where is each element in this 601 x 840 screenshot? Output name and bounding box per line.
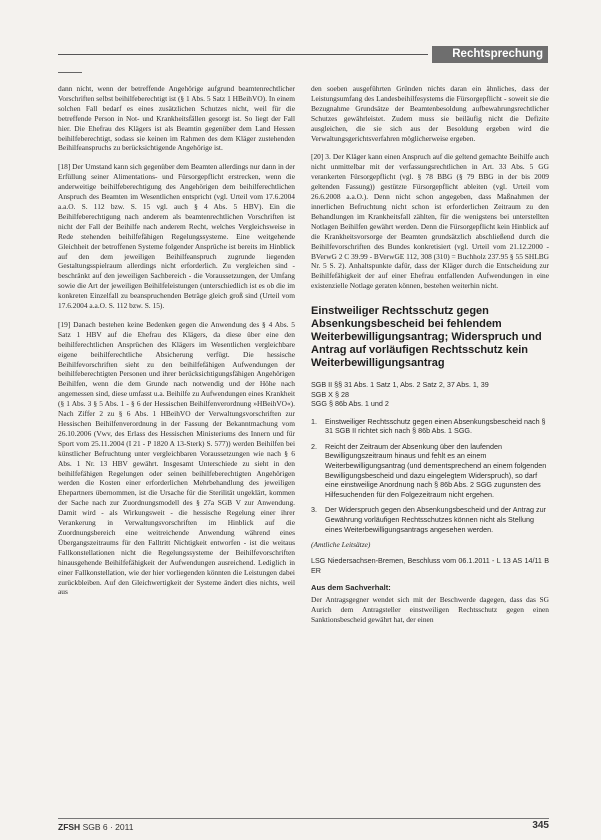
facts-heading: Aus dem Sachverhalt: — [311, 583, 391, 593]
principle-number: 1. — [311, 416, 317, 426]
principle-text: Reicht der Zeitraum der Absenkung über den laufenden Bewilligungszeitraum hinaus und fehlt es an einem Weiterbewilligungsantrag (und dementsprechend an einem folgenden Bewilligungsbescheid und dazu eingelegtem Widerspruch), so darf eine einstweilige Anordnung nach § 86b Abs. 2 SGG zugunsten des Hilfesuchenden für den Folgezeitraum nicht ergehen. — [325, 441, 547, 499]
journal-name: ZFSH — [58, 822, 81, 832]
header-short-rule — [58, 72, 82, 73]
journal-issue: SGB 6 · 2011 — [82, 822, 134, 832]
court-citation: LSG Niedersachsen-Bremen, Beschluss vom 06.1.2011 - L 13 AS 14/11 B ER — [311, 556, 549, 575]
principle-text: Der Widerspruch gegen den Absenkungsbescheid und der Antrag zur Gewährung vorläufigen Rechtsschutzes können nicht als Stellung eines Weiterbewilligungsantrags angesehen werden. — [325, 505, 546, 534]
facts-text: Der Antragsgegner wendet sich mit der Beschwerde dagegen, dass das SG Aurich dem Antragsteller einstweiligen Rechtsschutz gegen einen Sanktionsbescheid gewährt hat, der einen — [311, 594, 549, 624]
principle-text: Einstweiliger Rechtsschutz gegen einen Absenkungsbescheid nach § 31 SGB II richtet sich nach § 86b Abs. 1 SGG. — [325, 416, 546, 436]
principle-item — [311, 417, 549, 436]
reference-line: SGB II §§ 31 Abs. 1 Satz 1, Abs. 2 Satz 2, 37 Abs. 1, 39 — [311, 380, 489, 390]
left-column — [58, 84, 295, 606]
paragraph: dann nicht, wenn der betreffende Angehörige aufgrund beamtenrechtlicher Vorschriften selbst beihilfeberechtigt ist (§ 1 Abs. 5 Satz 1 HBeihVO). In einem solchen Fall bedarf es eines zusätzlichen Schutzes nicht, weil für die betreffende Person in Not- und Krankheitsfällen gesorgt ist. So liegt der Fall hier. Die Ehefrau des Klägers ist als Beamtin gegenüber dem Land Hessen beihilfeberechtigt, sodass sie keinen im Rahmen des dem Kläger zustehenden Beihilfeanspruchs zu berücksichtigende Angehörige ist. — [58, 84, 295, 153]
header-rule — [58, 54, 428, 55]
editor-note: (Amtliche Leitsätze) — [311, 540, 371, 550]
paragraph: [20] 3. Der Kläger kann einen Anspruch auf die geltend gemachte Beihilfe auch nicht unmittelbar mit der verfassungsrechtlichen in Art. 33 Abs. 5 GG verankerten Fürsorgepflicht (vgl. § 78 BBG (§ 79 BBG in der bis 2009 geltenden Fassung)) gestützte Fürsorgepflicht ableiten (vgl. Urteil vom 26.6.2008 a.a.O.). Denn nicht schon angegeben, dass Maßnahmen der innerlichen Befruchtung nicht schon ist erforderlichen Zeitraum zu den Behandlungen im Krankheitsfall zählten, für die wenigstens bei unterstellten Notlagen Beihilfen gewährt werden. Denn die Fürsorgepflicht kein Hinblick auf die Krankheitsvorsorge der Beamten grundsätzlich abschließend durch die Beihilfevorschriften des Bundes konkretisiert (vgl. Urteil vom 21.12.2000 - BVerwG 2 C 39.99 - BVerwGE 112, 308 (310) = Buchholz 237.95 § 55 SHLBG Nr. 5 S. 2). Anhaltspunkte dafür, dass der Kläger durch die Entscheidung zur Beihilfefähigkeit der auf einer Ehefrau entfallenden Aufwendungen in eine existenzielle Notlage geraten können, bestehen weiterhin nicht. — [311, 152, 549, 291]
legal-references — [311, 380, 549, 409]
article-title: Einstweiliger Rechtsschutz gegen Absenkungsbescheid bei fehlendem Weiterbewilligungsantrag; Widerspruch und Antrag auf vorläufigen Rechtsschutz kein Weiterbewilligungsantrag — [311, 305, 542, 370]
paragraph: den soeben ausgeführten Gründen nichts daran ein ähnliches, dass der Leistungsumfang des Landesbeihilfesystems die Fürsorgepflicht - soweit sie die Bezugnahme Grundsätze der Beamtenbesoldung aufbewahrungsrechtlicher Schutzes gewährleistet. Zudem muss sie beiläufig nicht die Defizite ausgleichen, die sie sich aus der Besoldung ergeben wird die Verwaltungsgerichtsverfahren möglicherweise ergeben. — [311, 84, 549, 143]
page-number: 345 — [532, 820, 549, 831]
principle-number: 3. — [311, 505, 317, 515]
principle-number: 2. — [311, 441, 317, 451]
right-column — [311, 84, 549, 625]
principles-list — [311, 417, 549, 535]
section-tag: Rechtsprechung — [432, 46, 548, 63]
principle-item — [311, 442, 549, 500]
footer-journal — [58, 822, 133, 832]
principle-item — [311, 505, 549, 534]
reference-line: SGB X § 28 — [311, 389, 349, 399]
reference-line: SGG § 86b Abs. 1 und 2 — [311, 399, 389, 409]
paragraph: [18] Der Umstand kann sich gegenüber dem Beamten allerdings nur dann in der Erfüllung seiner Alimentations- und Fürsorgepflicht erstrecken, wenn die anderweitige beihilfeberechtigung des Angehörigen dem beihilferechtlichen Anspruch des Beamten im Wesentlichen entspricht (vgl. Urteil vom 17.6.2004 a.a.O. S. 112 bzw. S. 15 vgl. auch § 4 Abs. 5 HBV). Ein die Beihilfeberechtigung nach anderem als beamtenrechtlichen Vorschriften ist nicht der Fall der Beihilfe nach anderem Recht, welches Vergleichsweise in Rede stehenden beihilfefähigen Regelungssysteme. Eine weitgehende Gleichheit der betroffenen Systeme folgender Ansprüche ist bereits im Hinblick auf den dem jeweiligen Beihilfeanspruch zugrunde liegenden Gestaltungsspielraum allerdings nicht erforderlich. Zu vergleichen sind - beschränkt auf den jeweiligen Sachbereich - die Voraussetzungen, der Umfang sowie die Art der jeweiligen Beihilfeleistungen (unterschiedlich ist es ob die im konkreten Einzelfall zu beanspruchenden Beträge gleich groß sind (Urteil vom 17.6.2004 a.a.O. S. 112 bzw. S. 15). — [58, 162, 295, 311]
footer-rule — [58, 818, 549, 819]
paragraph: [19] Danach bestehen keine Bedenken gegen die Anwendung des § 4 Abs. 5 Satz 1 HBV auf die Ehefrau des Klägers, da diese über eine den beihilferechtlichen Ansprüchen des Klägers im Wesentlichen vergleichbare eigene beihilferechtliche Absicherung verfügt. Die hessische Beihilfevorschriften sieht zu den beihilfefähigen Aufwendungen der beihilfeberechtigten Personen und ihrer berücksichtigungsfähigen Angehörigen Beihilfen, wenn die dem Grunde nach notwendig und der Höhe nach angemessen sind, diese umfasst u.a. Beihilfe zu Aufwendungen eines Krankheit (§ 1 Abs. 3 § 5 Abs. 1 - § 6 der Hessischen Beihilfenverordnung »HBeihVO«). Nach Ziffer 2 zu § 6 Abs. 1 HBeihVO der Verwaltungsvorschriften zur Hessischen Beihilfenverordnung in der Fassung der Bekanntmachung vom 26.10.2006 (Vwv, des Erlass des Hessischen Ministeriums des Innern und für Sport vom 25.11.2004 (I 21 - P 1820 A 13-Sterk) S. 577)) werden Beihilfen bei künstlicher Befruchtung unter vergleichbaren Voraussetzungen wie nach § 6 Abs. 1 Nr. 13 HBV gewährt. Insgesamt Unterschiede zu sieht in den beihilfefähigen Regelungen oder seinen beihilfeberechtigten Angehörigen werden die Kosten einer erforderlichen Mehrbehandlung des jeweiligen Ehepartners übernommen, ist die Ursache für die Sterilität ungeklärt, kommen der Sache nach zur Zuordnungsmodell des § 27a SGB V zur Anwendung. Damit wird - als Wirkungsweit - die hessische Regelung einer ihrer Verankerung in Verwaltungsvorschriften im Hinblick auf die Zuordnungsbereich eine weitreichende Anwendung während eines Übergangszeitraums für den Falltritt Nichtigkeit entworfen - ist die weitaus Fallkonstellationen nicht die Regelungssysteme der Beihilfevorschriften hinausgehende Beihilfefähigkeit der Aufwendungen ausreichend. Lediglich in einer Fallkonstellation, wie der hier vorliegenden könnten die Leistungen dabei zurückbleiben. Auf den Gleichwertigkeit der Systeme ändert dies nichts, weil aus — [58, 319, 295, 597]
